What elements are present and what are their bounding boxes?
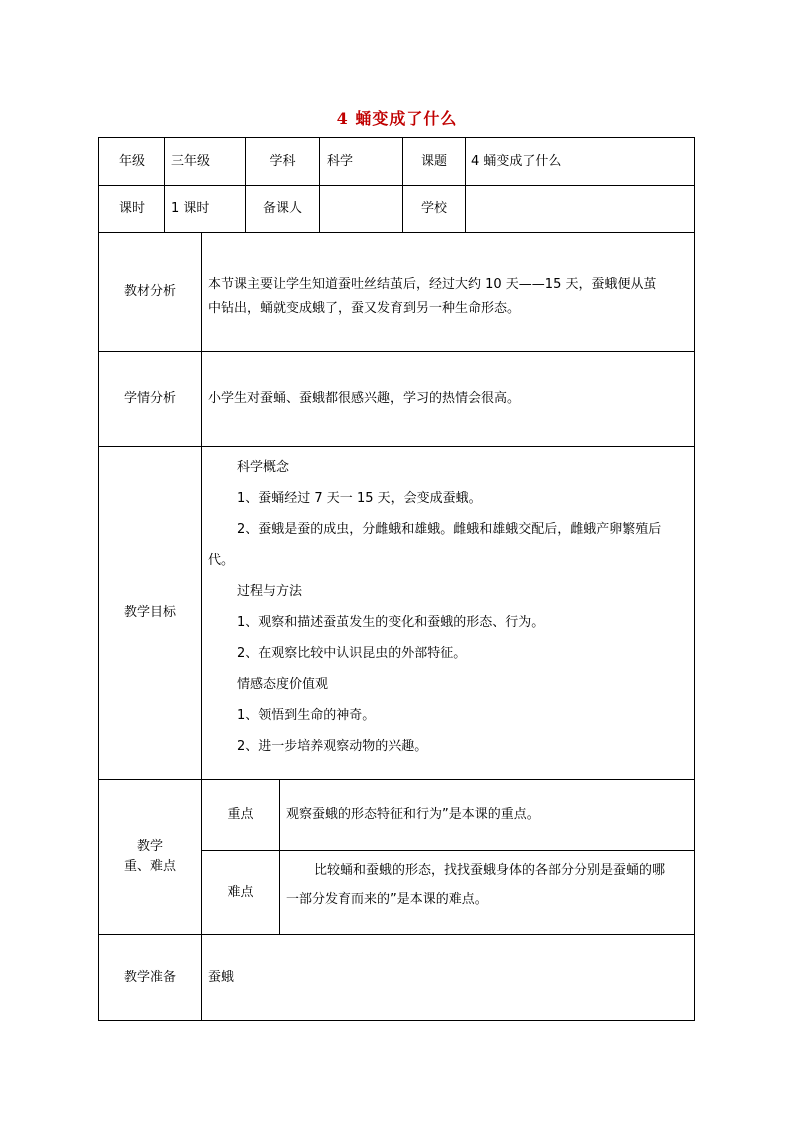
goals-heading-concept: 科学概念 [237,460,290,475]
school-label: 学校 [420,201,447,216]
goals-line: 1、领悟到生命的神奇。 [237,708,376,723]
difficult-line: 比较蛹和蚕蛾的形态，找找蚕蛾身体的各部分分别是蚕蛹的哪 [314,863,666,878]
difficult-point-text [286,856,692,914]
hours-value: 1 课时 [171,201,210,216]
hours-label: 课时 [118,201,145,216]
goals-line: 1、蚕蛹经过 7 天一 15 天，会变成蚕蛾。 [237,491,482,506]
students-label: 学情分析 [123,391,176,406]
material-text [208,273,694,321]
subject-value: 科学 [327,153,354,169]
document-title: 4 蛹变成了什么 [336,109,458,128]
school-value [471,186,693,232]
material-line: 中钻出，蛹就变成蛾了，蚕又发育到另一种生命形态。 [208,301,521,316]
keypoints-label-line2: 重、难点 [123,859,176,874]
goals-heading-process: 过程与方法 [237,584,303,599]
material-line: 本节课主要让学生知道蚕吐丝结茧后，经过大约 10 天——15 天，蚕蛾便从茧 [208,277,657,292]
topic-label: 课题 [420,153,447,169]
prep-text: 蚕蛾 [208,969,235,985]
key-point-text: 观察蚕蛾的形态特征和行为”是本课的重点。 [286,807,540,822]
goals-label: 教学目标 [123,605,176,620]
goals-line: 2、蚕蛾是蚕的成虫，分雌蛾和雄蛾。雌蛾和雄蛾交配后，雌蛾产卵繁殖后 [237,522,662,537]
goals-line: 代。 [208,553,235,568]
goals-text [208,452,692,762]
material-label: 教材分析 [123,284,176,299]
grade-label: 年级 [118,153,145,169]
preparer-label: 备课人 [262,201,302,216]
goals-line: 2、进一步培养观察动物的兴趣。 [237,739,428,754]
prep-label: 教学准备 [123,969,176,985]
keypoints-label [99,780,201,934]
goals-heading-attitude: 情感态度价值观 [237,677,329,692]
key-point-label: 重点 [227,807,254,822]
difficult-point-label: 难点 [227,884,254,900]
difficult-line: 一部分发育而来的”是本课的难点。 [286,892,488,907]
subject-label: 学科 [269,153,296,169]
topic-value: 4 蛹变成了什么 [471,153,562,169]
goals-line: 1、观察和描述蚕茧发生的变化和蚕蛾的形态、行为。 [237,615,545,630]
grade-value: 三年级 [171,153,211,169]
students-text: 小学生对蚕蛹、蚕蛾都很感兴趣，学习的热情会很高。 [208,391,521,406]
goals-line: 2、在观察比较中认识昆虫的外部特征。 [237,646,467,661]
keypoints-label-line1: 教学 [136,839,163,854]
preparer-value [327,186,402,232]
